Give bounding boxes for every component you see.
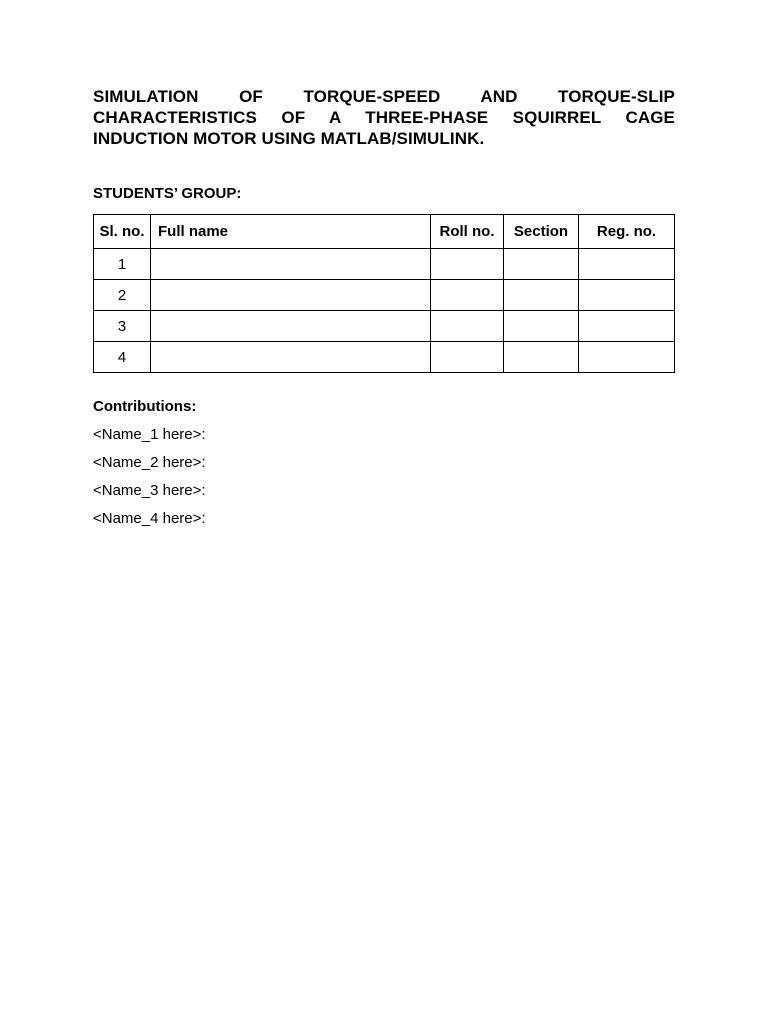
cell-reg-no[interactable] (579, 311, 675, 342)
header-reg-no: Reg. no. (579, 215, 675, 249)
contribution-line-2[interactable]: <Name_2 here>: (93, 454, 206, 471)
cell-sl-no: 3 (94, 311, 151, 342)
contribution-line-1[interactable]: <Name_1 here>: (93, 426, 206, 443)
header-sl-no: Sl. no. (94, 215, 151, 249)
students-group-heading: STUDENTS’ GROUP: (93, 185, 242, 202)
document-page (93, 86, 675, 528)
header-roll-no: Roll no. (431, 215, 504, 249)
contribution-line-3[interactable]: <Name_3 here>: (93, 482, 206, 499)
cell-roll-no[interactable] (431, 280, 504, 311)
cell-section[interactable] (504, 311, 579, 342)
table-header-row (94, 215, 675, 249)
table-row (94, 249, 675, 280)
cell-full-name[interactable] (151, 311, 431, 342)
cell-roll-no[interactable] (431, 342, 504, 373)
cell-reg-no[interactable] (579, 342, 675, 373)
table-row (94, 280, 675, 311)
cell-section[interactable] (504, 280, 579, 311)
table-row (94, 311, 675, 342)
cell-full-name[interactable] (151, 342, 431, 373)
cell-sl-no: 1 (94, 249, 151, 280)
table-row (94, 342, 675, 373)
cell-roll-no[interactable] (431, 311, 504, 342)
cell-reg-no[interactable] (579, 249, 675, 280)
cell-roll-no[interactable] (431, 249, 504, 280)
cell-reg-no[interactable] (579, 280, 675, 311)
document-title: SIMULATION OF TORQUE-SPEED AND TORQUE-SLIP CHARACTERISTICS OF A THREE-PHASE SQUIRREL CAGE INDUCTION MOTOR USING MATLAB/SIMULINK. (93, 87, 675, 148)
cell-section[interactable] (504, 342, 579, 373)
cell-section[interactable] (504, 249, 579, 280)
header-full-name: Full name (151, 215, 431, 249)
contribution-line-4[interactable]: <Name_4 here>: (93, 510, 206, 527)
header-section: Section (504, 215, 579, 249)
cell-full-name[interactable] (151, 249, 431, 280)
contributions-heading: Contributions: (93, 398, 197, 415)
cell-sl-no: 4 (94, 342, 151, 373)
cell-full-name[interactable] (151, 280, 431, 311)
cell-sl-no: 2 (94, 280, 151, 311)
students-table (93, 214, 675, 373)
